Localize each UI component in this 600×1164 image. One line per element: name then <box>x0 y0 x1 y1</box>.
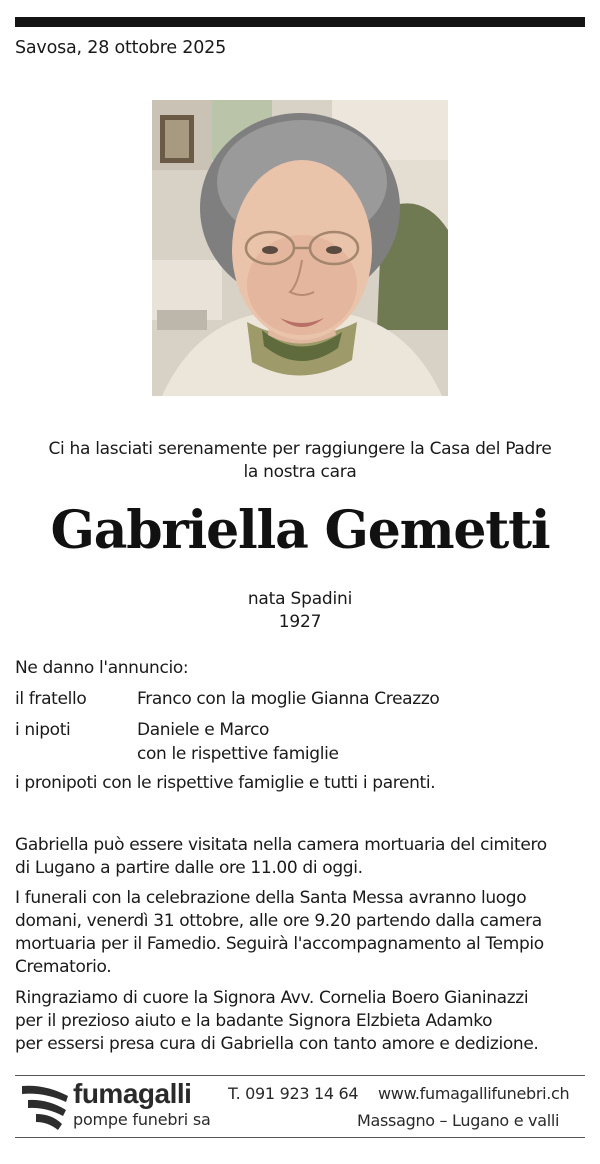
visitation-text: di Lugano a partire dalle ore 11.00 di oggi. <box>15 858 363 878</box>
fumagalli-logo-icon <box>20 1082 70 1132</box>
maiden-name: nata Spadini <box>247 589 353 609</box>
company-logo-subtitle: pompe funebri sa <box>73 1110 211 1129</box>
funeral-text: I funerali con la celebrazione della Santa Messa avranno luogo <box>15 888 527 908</box>
thanks-text: Ringraziamo di cuore la Signora Avv. Cornelia Boero Gianinazzi <box>15 988 529 1008</box>
thanks-text: per il prezioso aiuto e la badante Signora Elzbieta Adamko <box>15 1011 493 1031</box>
intro-line-2: la nostra cara <box>243 462 357 482</box>
relation-label: il fratello <box>15 689 87 709</box>
visitation-text: Gabriella può essere visitata nella camera mortuaria del cimitero <box>15 835 547 855</box>
company-logo-name: fumagalli <box>73 1078 192 1109</box>
thanks-text: per essersi presa cura di Gabriella con tanto amore e dedizione. <box>15 1034 539 1054</box>
deceased-name: Gabriella Gemetti <box>50 500 550 561</box>
top-rule <box>15 17 585 27</box>
relation-names: con le rispettive famiglie <box>137 744 339 764</box>
company-website: www.fumagallifunebri.ch <box>378 1084 570 1103</box>
relation-names: Franco con la moglie Gianna Creazzo <box>137 689 440 709</box>
announcement-intro: Ne danno l'annuncio: <box>15 658 189 678</box>
funeral-text: domani, venerdì 31 ottobre, alle ore 9.20 partendo dalla camera <box>15 911 542 931</box>
intro-line-1: Ci ha lasciati serenamente per raggiungere la Casa del Padre <box>48 439 552 459</box>
birth-year: 1927 <box>278 612 322 632</box>
announcement-closing: i pronipoti con le rispettive famiglie e tutti i parenti. <box>15 773 436 793</box>
relation-label: i nipoti <box>15 720 71 740</box>
relation-names: Daniele e Marco <box>137 720 270 740</box>
footer-rule <box>15 1075 585 1076</box>
funeral-text: Crematorio. <box>15 957 112 977</box>
footer-bottom-rule <box>15 1137 585 1138</box>
portrait-image <box>152 100 448 396</box>
portrait-photo <box>152 100 448 396</box>
funeral-text: mortuaria per il Famedio. Seguirà l'accompagnamento al Tempio <box>15 934 544 954</box>
company-area: Massagno – Lugano e valli <box>357 1111 560 1130</box>
place-date: Savosa, 28 ottobre 2025 <box>15 38 227 58</box>
company-phone: T. 091 923 14 64 <box>228 1084 359 1103</box>
